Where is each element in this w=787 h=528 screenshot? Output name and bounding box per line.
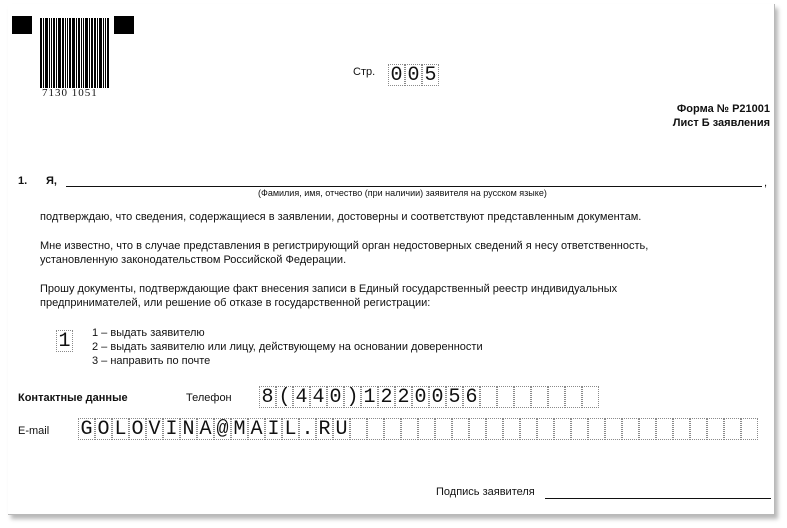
email-cell: [639, 418, 656, 440]
barcode-bar: [51, 18, 52, 88]
barcode-bar: [69, 18, 71, 88]
phone-cell: 8: [259, 386, 276, 408]
contacts-section-label: Контактные данные: [18, 392, 128, 404]
barcode-bar: [99, 18, 102, 88]
barcode-bar: [49, 18, 50, 88]
delivery-option-3: 3 – направить по почте: [92, 355, 211, 367]
page-number-cell: 0: [388, 64, 405, 86]
email-cell: R: [316, 418, 333, 440]
declaration-paragraph-2-line-1: Мне известно, что в случае представления в регистрирующий орган недостоверных сведений я несу ответственность,: [40, 240, 649, 252]
email-cell: [520, 418, 537, 440]
barcode-bar: [76, 18, 77, 88]
email-cell: O: [129, 418, 146, 440]
barcode-bar: [62, 18, 64, 88]
email-cell: [554, 418, 571, 440]
barcode-bar: [103, 18, 104, 88]
declaration-paragraph-3-line-1: Прошу документы, подтверждающие факт внесения записи в Единый государственный реестр индивидуальных: [40, 283, 618, 295]
form-sheet: [8, 4, 775, 515]
name-hint: (Фамилия, имя, отчество (при наличии) заявителя на русском языке): [258, 188, 547, 198]
barcode-bar: [97, 18, 98, 88]
declaration-paragraph-1: подтверждаю, что сведения, содержащиеся в заявлении, достоверны и соответствуют представленным документам.: [40, 211, 642, 223]
applicant-name-line[interactable]: [66, 186, 762, 187]
barcode-bar: [65, 18, 66, 88]
email-cell: V: [146, 418, 163, 440]
barcode-bar: [83, 18, 84, 88]
email-cell: [690, 418, 707, 440]
phone-cell: 4: [310, 386, 327, 408]
email-cell: [418, 418, 435, 440]
declaration-paragraph-3-line-2: предпринимателей, или решение об отказе в государственной регистрации:: [40, 297, 431, 309]
barcode-bar: [81, 18, 82, 88]
barcode-number: 7130 1051: [42, 87, 98, 99]
page-number-cell: 0: [405, 64, 422, 86]
email-cell: [707, 418, 724, 440]
email-cell: .: [299, 418, 316, 440]
phone-cell: 0: [429, 386, 446, 408]
email-cell: [452, 418, 469, 440]
phone-cell: 2: [395, 386, 412, 408]
phone-cell: [582, 386, 599, 408]
barcode-bar: [45, 18, 48, 88]
email-cell: U: [333, 418, 350, 440]
email-cell: [605, 418, 622, 440]
pronoun-label: Я,: [46, 175, 57, 187]
email-input-cells[interactable]: [78, 418, 758, 440]
email-cell: [571, 418, 588, 440]
delivery-option-1: 1 – выдать заявителю: [92, 327, 205, 339]
phone-cell: [480, 386, 497, 408]
barcode: [40, 18, 110, 88]
email-cell: I: [163, 418, 180, 440]
barcode-bar: [40, 18, 42, 88]
email-cell: [350, 418, 367, 440]
email-cell: I: [265, 418, 282, 440]
signature-line[interactable]: [545, 498, 771, 499]
email-cell: A: [248, 418, 265, 440]
corner-marker-left: [12, 16, 32, 34]
email-cell: M: [231, 418, 248, 440]
barcode-bar: [53, 18, 55, 88]
phone-cell: 6: [463, 386, 480, 408]
barcode-bar: [107, 18, 109, 88]
barcode-bar: [72, 18, 75, 88]
email-cell: [724, 418, 741, 440]
email-cell: [486, 418, 503, 440]
phone-cell: 2: [378, 386, 395, 408]
phone-cell: 1: [361, 386, 378, 408]
barcode-bar: [78, 18, 80, 88]
email-cell: L: [112, 418, 129, 440]
email-cell: A: [197, 418, 214, 440]
email-cell: [503, 418, 520, 440]
barcode-bar: [89, 18, 90, 88]
phone-cell: 0: [327, 386, 344, 408]
form-number: Форма № Р21001: [676, 103, 770, 115]
delivery-choice-value: 1: [56, 330, 73, 352]
email-cell: O: [95, 418, 112, 440]
email-cell: [741, 418, 758, 440]
page-number-cells: [388, 64, 439, 86]
delivery-choice-cell[interactable]: [56, 330, 73, 352]
phone-label: Телефон: [186, 392, 232, 404]
page-number-cell: 5: [422, 64, 439, 86]
barcode-bar: [85, 18, 88, 88]
barcode-bar: [67, 18, 68, 88]
barcode-bar: [94, 18, 96, 88]
email-cell: [469, 418, 486, 440]
page-label: Стр.: [353, 66, 376, 78]
name-line-comma: ,: [764, 177, 768, 189]
email-cell: [401, 418, 418, 440]
phone-cell: ): [344, 386, 361, 408]
item-number: 1.: [18, 175, 28, 187]
barcode-bar: [91, 18, 93, 88]
phone-input-cells[interactable]: [259, 386, 599, 408]
email-cell: [656, 418, 673, 440]
email-cell: [537, 418, 554, 440]
barcode-bar: [43, 18, 44, 88]
phone-cell: [531, 386, 548, 408]
barcode-bar: [56, 18, 57, 88]
corner-marker-right: [114, 16, 134, 34]
phone-cell: 4: [293, 386, 310, 408]
email-cell: [622, 418, 639, 440]
phone-cell: 0: [412, 386, 429, 408]
email-cell: N: [180, 418, 197, 440]
phone-cell: [548, 386, 565, 408]
email-cell: [435, 418, 452, 440]
signature-label: Подпись заявителя: [436, 486, 535, 498]
declaration-paragraph-2-line-2: установленную законодательством Российской Федерации.: [40, 254, 347, 266]
email-cell: L: [282, 418, 299, 440]
email-label: E-mail: [18, 425, 50, 437]
phone-cell: [514, 386, 531, 408]
email-cell: [384, 418, 401, 440]
phone-cell: [565, 386, 582, 408]
phone-cell: [497, 386, 514, 408]
delivery-option-2: 2 – выдать заявителю или лицу, действующему на основании доверенности: [92, 341, 483, 353]
barcode-bar: [58, 18, 61, 88]
sheet-name: Лист Б заявления: [672, 117, 770, 129]
phone-cell: 5: [446, 386, 463, 408]
barcode-bar: [105, 18, 106, 88]
email-cell: G: [78, 418, 95, 440]
phone-cell: (: [276, 386, 293, 408]
email-cell: [367, 418, 384, 440]
email-cell: [588, 418, 605, 440]
email-cell: [673, 418, 690, 440]
email-cell: @: [214, 418, 231, 440]
